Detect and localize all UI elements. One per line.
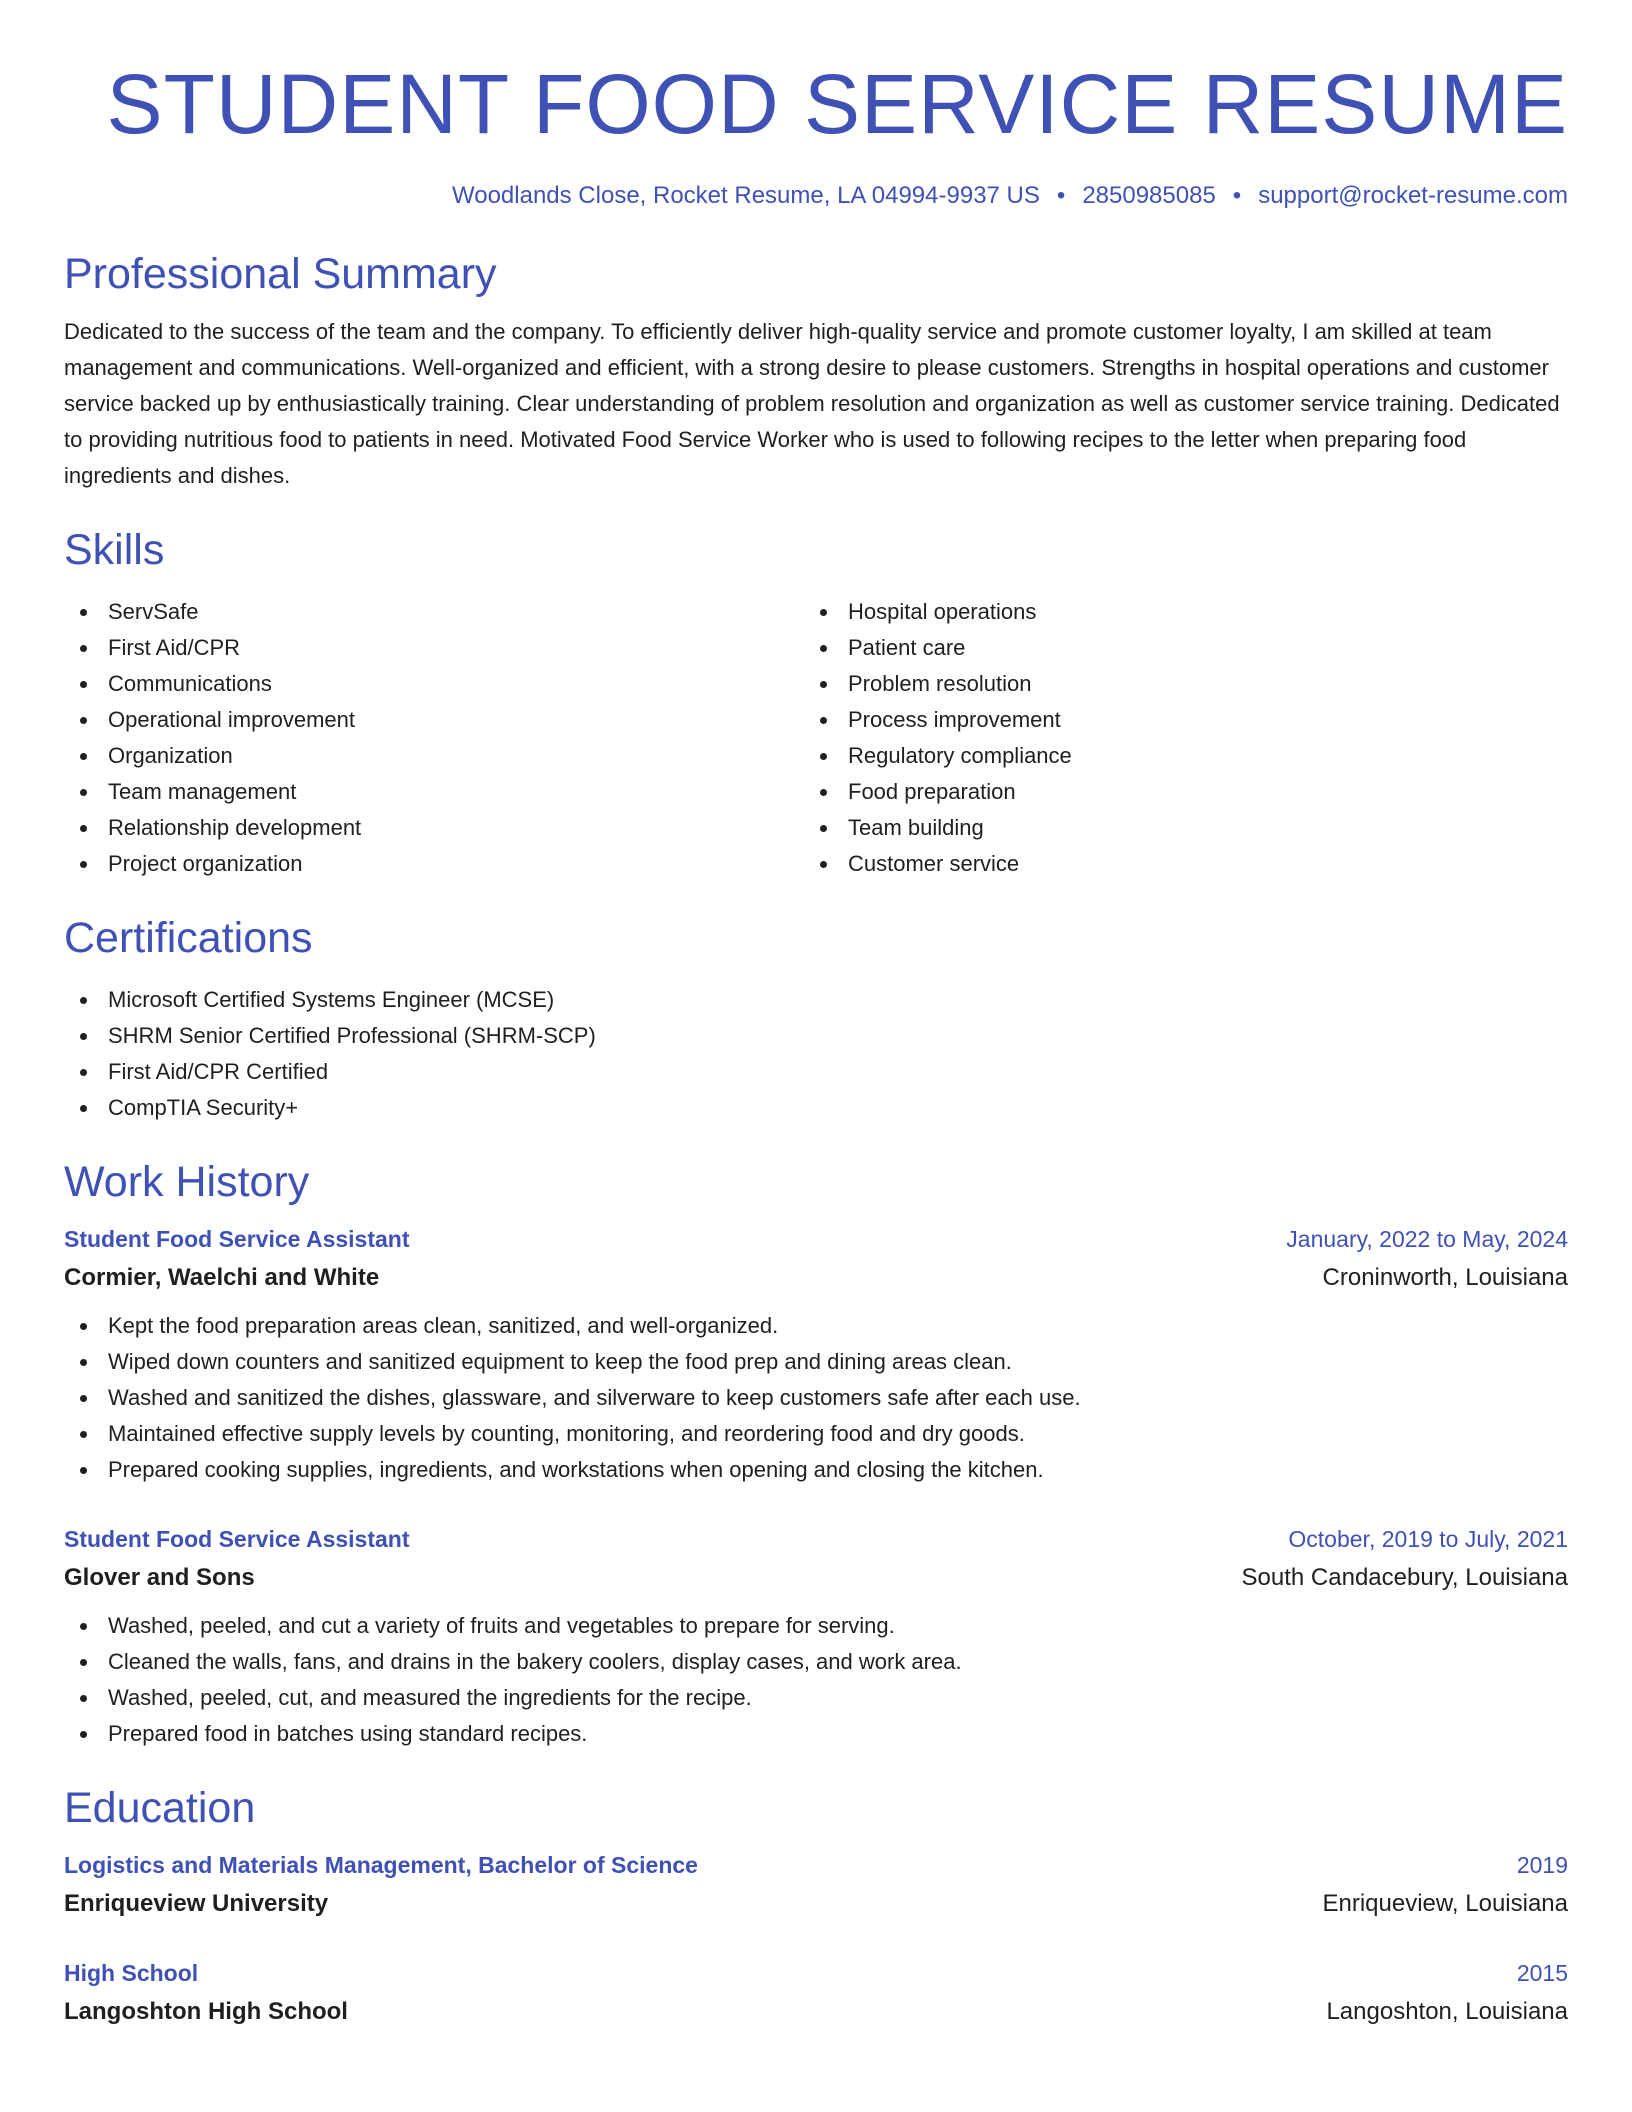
education-location: Langoshton, Louisiana [1326,1998,1568,2025]
contact-email: support@rocket-resume.com [1258,182,1568,209]
skill-item: Process improvement [804,702,1544,738]
certifications-section [64,910,1568,1126]
certifications-heading: Certifications [64,914,313,962]
job-location: South Candacebury, Louisiana [1241,1564,1568,1591]
job-subheader [64,1258,1568,1298]
education-header [64,1954,1568,1992]
job-duty: Maintained effective supply levels by counting, monitoring, and reordering food and dry goods. [64,1416,1568,1452]
job-duty: Cleaned the walls, fans, and drains in the bakery coolers, display cases, and work area. [64,1644,1568,1680]
job-duty: Prepared food in batches using standard recipes. [64,1716,1568,1752]
job-title: Student Food Service Assistant [64,1526,410,1552]
certification-item: CompTIA Security+ [64,1090,1568,1126]
education-year: 2019 [1516,1852,1568,1878]
skill-item: Patient care [804,630,1544,666]
contact-address: Woodlands Close, Rocket Resume, LA 04994-9937 US [452,182,1040,209]
skill-item: Customer service [804,846,1544,882]
skill-item: Hospital operations [804,594,1544,630]
education-degree: High School [64,1960,199,1986]
education-section [64,1780,1568,2032]
education-year: 2015 [1516,1960,1568,1986]
summary-heading: Professional Summary [64,250,497,298]
education-subheader [64,1992,1568,2032]
education-entry [64,1846,1568,1924]
certification-item: Microsoft Certified Systems Engineer (MCSE) [64,982,1568,1018]
education-entry [64,1954,1568,2032]
work-history-heading: Work History [64,1158,310,1206]
summary-text: Dedicated to the success of the team and the company. To efficiently deliver high-quality service and promote customer loyalty, I am skilled at team management and communications. Well-organized and efficient, with a strong desire to please customers. Strengths in hospital operations and customer service backed up by enthusiastically training. Clear understanding of problem resolution and organization as well as customer service training. Dedicated to providing nutritious food to patients in need. Motivated Food Service Worker who is used to following recipes to the letter when preparing food ingredients and dishes. [64,319,1560,488]
job-dates: October, 2019 to July, 2021 [1288,1526,1568,1552]
job-subheader [64,1558,1568,1598]
skill-item: Communications [64,666,804,702]
skills-list-left [64,594,804,882]
job-company: Glover and Sons [64,1564,255,1591]
job-location: Croninworth, Louisiana [1322,1264,1568,1291]
job-duty: Washed, peeled, and cut a variety of fruits and vegetables to prepare for serving. [64,1608,1568,1644]
skill-item: Problem resolution [804,666,1544,702]
job-duty: Wiped down counters and sanitized equipment to keep the food prep and dining areas clean. [64,1344,1568,1380]
contact-separator: • [1232,182,1242,209]
education-location: Enriqueview, Louisiana [1322,1890,1568,1917]
skill-item: Food preparation [804,774,1544,810]
skill-item: Relationship development [64,810,804,846]
education-heading: Education [64,1784,256,1832]
education-school: Langoshton High School [64,1998,348,2025]
contact-phone: 2850985085 [1082,182,1216,209]
work-history-section [64,1154,1568,1752]
contact-line [64,180,1568,212]
skill-item: ServSafe [64,594,804,630]
skills-heading: Skills [64,526,165,574]
job-title: Student Food Service Assistant [64,1226,410,1252]
resume-title: STUDENT FOOD SERVICE RESUME [106,57,1568,151]
skill-item: Team management [64,774,804,810]
education-school: Enriqueview University [64,1890,329,1917]
certifications-list [64,982,1568,1126]
job-duty: Kept the food preparation areas clean, sanitized, and well-organized. [64,1308,1568,1344]
certification-item: First Aid/CPR Certified [64,1054,1568,1090]
job-duty: Prepared cooking supplies, ingredients, and workstations when opening and closing the kitchen. [64,1452,1568,1488]
summary-section [64,246,1568,494]
job-duties [64,1308,1568,1488]
skill-item: Operational improvement [64,702,804,738]
education-header [64,1846,1568,1884]
job-duty: Washed and sanitized the dishes, glassware, and silverware to keep customers safe after each use. [64,1380,1568,1416]
job-header [64,1220,1568,1258]
job-header [64,1520,1568,1558]
skills-columns [64,594,1568,882]
skill-item: Team building [804,810,1544,846]
education-degree: Logistics and Materials Management, Bachelor of Science [64,1852,698,1878]
job-entry [64,1220,1568,1488]
contact-separator: • [1056,182,1066,209]
certification-item: SHRM Senior Certified Professional (SHRM-SCP) [64,1018,1568,1054]
skill-item: Project organization [64,846,804,882]
skills-list-right [804,594,1544,882]
skill-item: Organization [64,738,804,774]
job-entry [64,1520,1568,1752]
skill-item: Regulatory compliance [804,738,1544,774]
job-duty: Washed, peeled, cut, and measured the ingredients for the recipe. [64,1680,1568,1716]
education-subheader [64,1884,1568,1924]
job-company: Cormier, Waelchi and White [64,1264,380,1291]
skills-section [64,522,1568,882]
job-duties [64,1608,1568,1752]
job-dates: January, 2022 to May, 2024 [1286,1226,1568,1252]
skill-item: First Aid/CPR [64,630,804,666]
